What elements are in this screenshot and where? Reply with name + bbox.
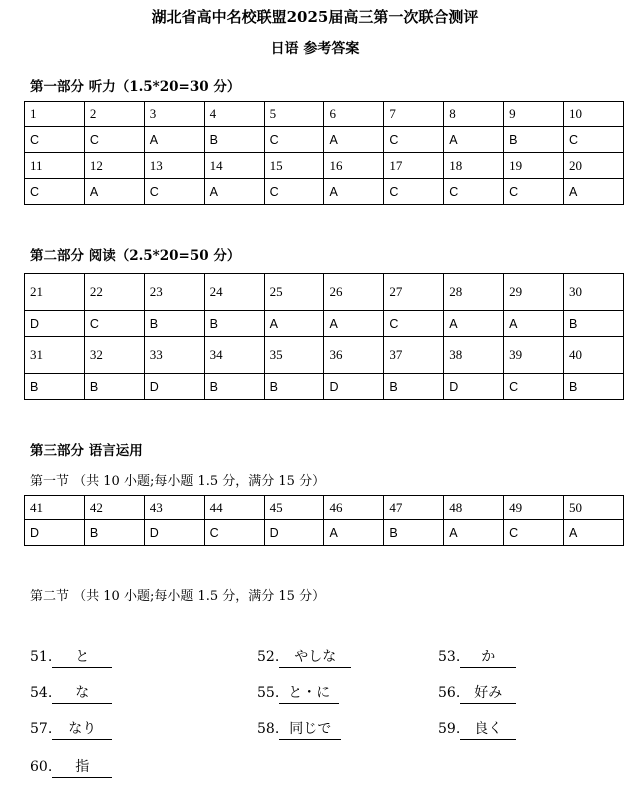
question-number-cell: 35	[264, 337, 324, 374]
table-row	[25, 179, 624, 205]
table-row	[25, 127, 624, 153]
item-answer: 同じで	[279, 718, 341, 740]
fill-item-55	[257, 682, 339, 704]
part1-answer-table	[24, 101, 624, 205]
question-number-cell: 16	[324, 153, 384, 179]
question-number-cell: 40	[564, 337, 624, 374]
question-number-cell: 5	[264, 102, 324, 127]
question-number-cell: 14	[204, 153, 264, 179]
question-number-cell: 10	[564, 102, 624, 127]
question-number-cell: 24	[204, 274, 264, 311]
answer-cell: B	[504, 127, 564, 153]
question-number-cell: 25	[264, 274, 324, 311]
question-number-cell: 2	[84, 102, 144, 127]
question-number-cell: 50	[564, 496, 624, 520]
question-number-cell: 49	[504, 496, 564, 520]
answer-cell: A	[324, 520, 384, 546]
answer-cell: A	[504, 311, 564, 337]
part3-section1-heading: 第一节 （共 10 小题;每小题 1.5 分，满分 15 分）	[30, 474, 326, 489]
answer-cell: B	[25, 374, 85, 400]
answer-cell: D	[324, 374, 384, 400]
fill-item-56	[438, 682, 516, 704]
answer-cell: D	[444, 374, 504, 400]
table-row	[25, 311, 624, 337]
question-number-cell: 46	[324, 496, 384, 520]
question-number-cell: 27	[384, 274, 444, 311]
part3-section2-heading: 第二节 （共 10 小题;每小题 1.5 分，满分 15 分）	[30, 589, 326, 604]
question-number-cell: 31	[25, 337, 85, 374]
item-number: 53.	[438, 649, 461, 665]
answer-cell: A	[564, 179, 624, 205]
answer-cell: A	[444, 127, 504, 153]
item-answer: 指	[52, 756, 112, 778]
question-number-cell: 29	[504, 274, 564, 311]
part2-answer-table	[24, 273, 624, 400]
question-number-cell: 15	[264, 153, 324, 179]
item-number: 55.	[257, 685, 280, 701]
item-number: 59.	[438, 721, 461, 737]
answer-cell: A	[324, 311, 384, 337]
fill-item-51	[30, 646, 112, 668]
answer-cell: B	[384, 520, 444, 546]
answer-cell: D	[144, 374, 204, 400]
fill-item-57	[30, 718, 112, 740]
part3-heading: 第三部分 语言运用	[30, 443, 143, 459]
question-number-cell: 22	[84, 274, 144, 311]
answer-cell: C	[504, 179, 564, 205]
answer-cell: C	[264, 179, 324, 205]
answer-cell: B	[84, 520, 144, 546]
question-number-cell: 23	[144, 274, 204, 311]
item-number: 52.	[257, 649, 280, 665]
answer-cell: C	[384, 179, 444, 205]
item-answer: と	[52, 646, 112, 668]
question-number-cell: 43	[144, 496, 204, 520]
fill-item-52	[257, 646, 351, 668]
answer-cell: A	[84, 179, 144, 205]
answer-cell: A	[444, 311, 504, 337]
question-number-cell: 44	[204, 496, 264, 520]
answer-cell: C	[384, 311, 444, 337]
fill-item-54	[30, 682, 112, 704]
answer-cell: B	[264, 374, 324, 400]
item-answer: やしな	[279, 646, 351, 668]
question-number-cell: 48	[444, 496, 504, 520]
question-number-cell: 20	[564, 153, 624, 179]
item-answer: か	[460, 646, 516, 668]
question-number-cell: 36	[324, 337, 384, 374]
question-number-cell: 13	[144, 153, 204, 179]
question-number-cell: 8	[444, 102, 504, 127]
part3-section1-answer-table	[24, 495, 624, 546]
question-number-cell: 47	[384, 496, 444, 520]
answer-cell: A	[564, 520, 624, 546]
question-number-cell: 11	[25, 153, 85, 179]
question-number-cell: 30	[564, 274, 624, 311]
question-number-cell: 45	[264, 496, 324, 520]
answer-cell: B	[144, 311, 204, 337]
item-number: 56.	[438, 685, 461, 701]
answer-cell: A	[324, 179, 384, 205]
item-answer: 良く	[460, 718, 516, 740]
answer-cell: B	[384, 374, 444, 400]
question-number-cell: 26	[324, 274, 384, 311]
part1-heading: 第一部分 听力（1.5*20=30 分）	[30, 79, 241, 95]
table-row	[25, 337, 624, 374]
answer-cell: A	[444, 520, 504, 546]
fill-item-59	[438, 718, 516, 740]
item-answer: 好み	[460, 682, 516, 704]
item-number: 60.	[30, 759, 53, 775]
question-number-cell: 32	[84, 337, 144, 374]
table-row	[25, 153, 624, 179]
answer-cell: D	[264, 520, 324, 546]
page-title: 湖北省高中名校联盟2025届高三第一次联合测评	[151, 8, 479, 26]
fill-item-53	[438, 646, 516, 668]
question-number-cell: 34	[204, 337, 264, 374]
question-number-cell: 41	[25, 496, 85, 520]
answer-cell: D	[25, 520, 85, 546]
question-number-cell: 4	[204, 102, 264, 127]
item-answer: なり	[52, 718, 112, 740]
item-answer: な	[52, 682, 112, 704]
answer-cell: A	[204, 179, 264, 205]
item-number: 51.	[30, 649, 53, 665]
answer-cell: B	[204, 374, 264, 400]
answer-cell: C	[564, 127, 624, 153]
answer-cell: A	[144, 127, 204, 153]
answer-cell: C	[25, 127, 85, 153]
question-number-cell: 12	[84, 153, 144, 179]
answer-cell: A	[324, 127, 384, 153]
question-number-cell: 42	[84, 496, 144, 520]
answer-cell: C	[504, 520, 564, 546]
item-number: 58.	[257, 721, 280, 737]
answer-cell: C	[204, 520, 264, 546]
table-row	[25, 102, 624, 127]
answer-cell: B	[84, 374, 144, 400]
question-number-cell: 21	[25, 274, 85, 311]
fill-item-58	[257, 718, 341, 740]
answer-cell: C	[25, 179, 85, 205]
question-number-cell: 17	[384, 153, 444, 179]
table-row	[25, 496, 624, 520]
question-number-cell: 38	[444, 337, 504, 374]
question-number-cell: 3	[144, 102, 204, 127]
question-number-cell: 1	[25, 102, 85, 127]
answer-cell: B	[204, 127, 264, 153]
question-number-cell: 39	[504, 337, 564, 374]
question-number-cell: 7	[384, 102, 444, 127]
table-row	[25, 274, 624, 311]
answer-cell: D	[25, 311, 85, 337]
question-number-cell: 28	[444, 274, 504, 311]
answer-cell: A	[264, 311, 324, 337]
answer-cell: B	[564, 374, 624, 400]
table-row	[25, 374, 624, 400]
item-number: 54.	[30, 685, 53, 701]
answer-cell: B	[564, 311, 624, 337]
question-number-cell: 18	[444, 153, 504, 179]
question-number-cell: 33	[144, 337, 204, 374]
question-number-cell: 6	[324, 102, 384, 127]
fill-item-60	[30, 756, 112, 778]
answer-cell: C	[264, 127, 324, 153]
question-number-cell: 9	[504, 102, 564, 127]
answer-cell: B	[204, 311, 264, 337]
answer-cell: C	[84, 127, 144, 153]
item-number: 57.	[30, 721, 53, 737]
answer-cell: C	[144, 179, 204, 205]
table-row	[25, 520, 624, 546]
answer-cell: C	[444, 179, 504, 205]
question-number-cell: 37	[384, 337, 444, 374]
answer-cell: C	[384, 127, 444, 153]
answer-cell: D	[144, 520, 204, 546]
part2-heading: 第二部分 阅读（2.5*20=50 分）	[30, 248, 241, 264]
page-subtitle: 日语 参考答案	[270, 41, 360, 57]
question-number-cell: 19	[504, 153, 564, 179]
item-answer: と・に	[279, 682, 339, 704]
answer-cell: C	[84, 311, 144, 337]
answer-cell: C	[504, 374, 564, 400]
